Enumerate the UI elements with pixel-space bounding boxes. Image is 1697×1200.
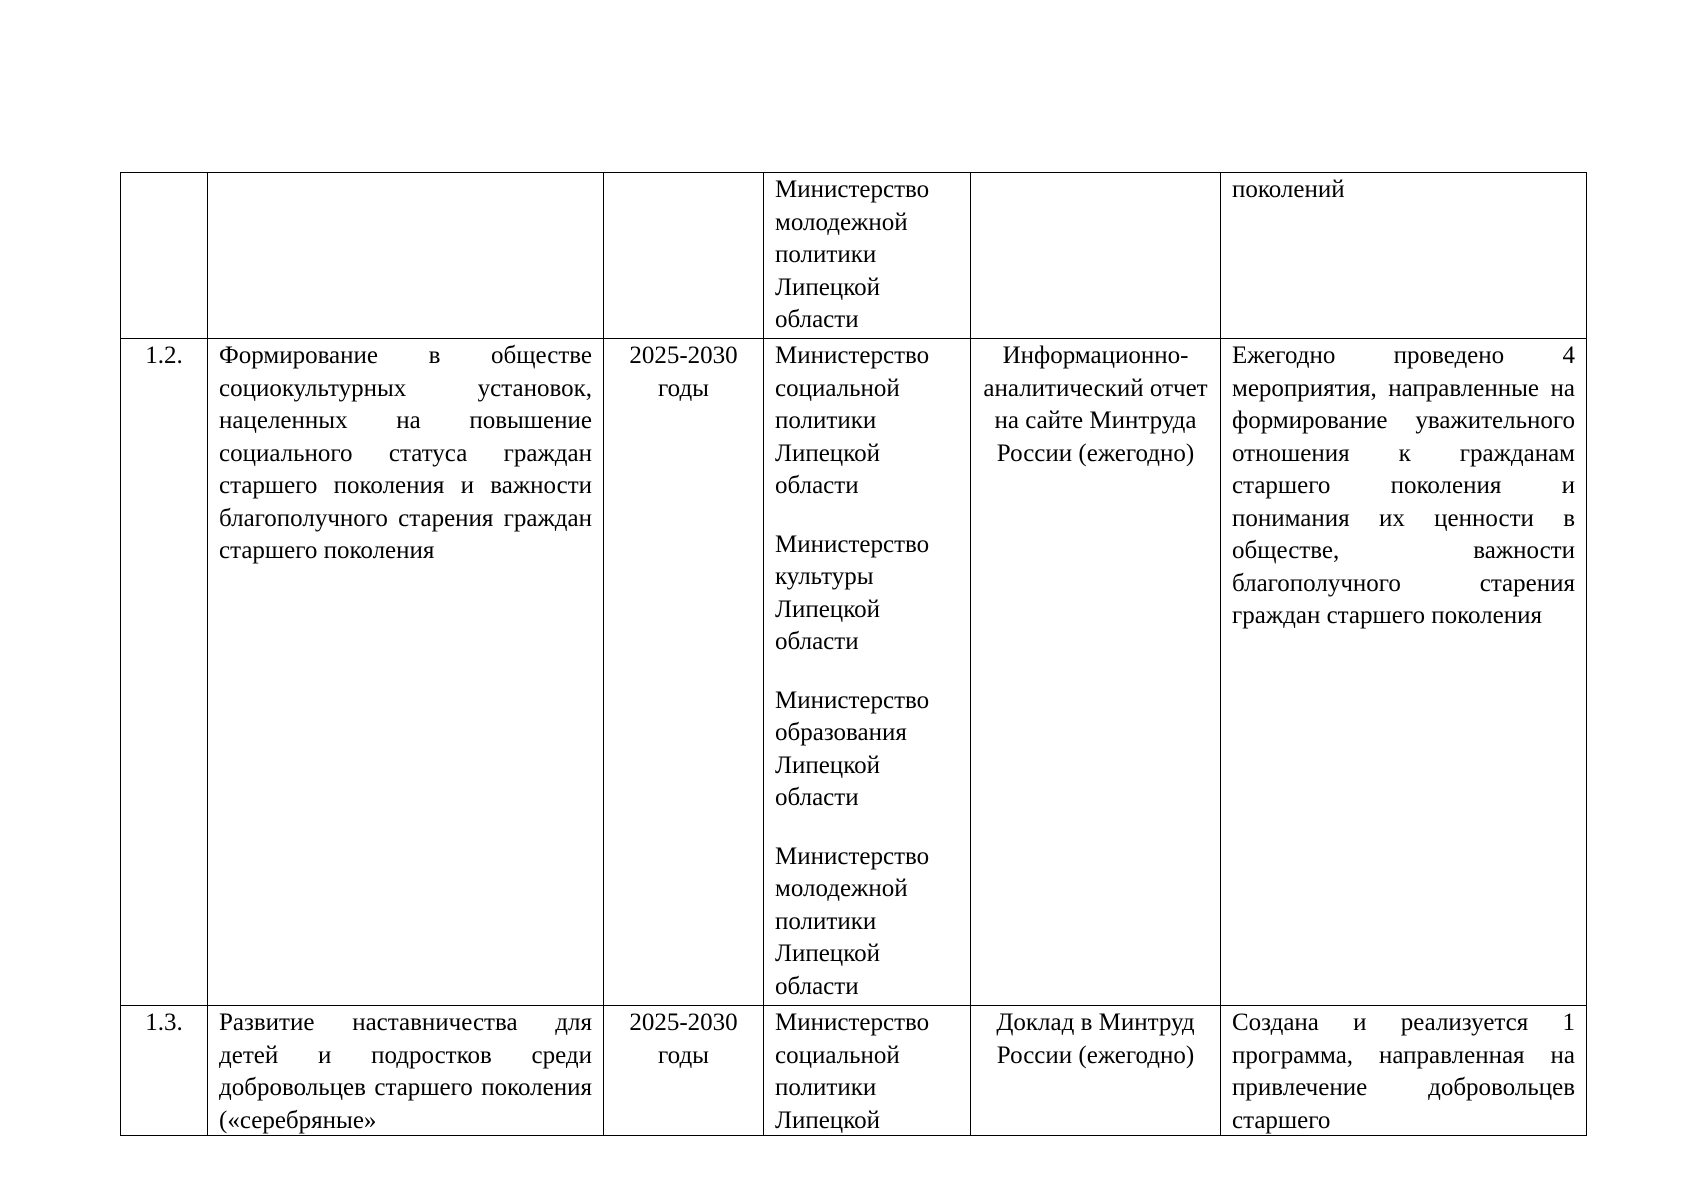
cell-executors <box>764 173 971 339</box>
cell-report-text: Доклад в Минтруд России (ежегодно) <box>996 1009 1195 1069</box>
executor-item: Министерство молодежной политики Липецкой области <box>775 842 930 1000</box>
cell-measure-name <box>208 1006 604 1136</box>
cell-term <box>604 1006 764 1136</box>
cell-result: поколений <box>1221 173 1587 339</box>
cell-number <box>121 173 208 339</box>
executor-item: Министерство культуры Липецкой области <box>775 530 930 655</box>
table-row <box>121 1006 1587 1136</box>
cell-number-text: 1.3. <box>145 1009 183 1036</box>
cell-measure-name <box>208 173 604 339</box>
cell-measure-name-text: Развитие наставничества для детей и подростков среди добровольцев старшего поколения («серебряные» <box>219 1009 592 1134</box>
executor-item: Министерство социальной политики Липецкой области <box>775 342 930 499</box>
table-row <box>121 339 1587 1006</box>
cell-executors <box>764 1006 971 1136</box>
cell-term: 2025-2030 годы <box>604 339 764 1006</box>
cell-report <box>971 1006 1221 1136</box>
executor-item: Министерство образования Липецкой области <box>775 686 930 811</box>
cell-number <box>121 1006 208 1136</box>
cell-result <box>1221 1006 1587 1136</box>
cell-measure-name: Формирование в обществе социокультурных установок, нацеленных на повышение социального статуса граждан старшего поколения и важности благополучного старения граждан старшего поколения <box>208 339 604 1006</box>
cell-report <box>971 173 1221 339</box>
cell-number: 1.2. <box>121 339 208 1006</box>
measures-table <box>120 172 1587 1136</box>
executor-item: Министерство социальной политики Липецкой <box>775 1009 930 1134</box>
cell-report: Информационно-аналитический отчет на сайте Минтруда России (ежегодно) <box>971 339 1221 1006</box>
executor-item: Министерство молодежной политики Липецкой области <box>775 176 930 333</box>
table-row <box>121 173 1587 339</box>
cell-executors <box>764 339 971 1006</box>
cell-term-text: 2025-2030 годы <box>629 1009 738 1069</box>
cell-result: Ежегодно проведено 4 мероприятия, направленные на формирование уважительного отношения к гражданам старшего поколения и понимания их ценности в обществе, важности благополучного старения граждан старшего поколения <box>1221 339 1587 1006</box>
cell-term <box>604 173 764 339</box>
cell-result-text: Создана и реализуется 1 программа, направленная на привлечение добровольцев старшего <box>1232 1009 1575 1134</box>
